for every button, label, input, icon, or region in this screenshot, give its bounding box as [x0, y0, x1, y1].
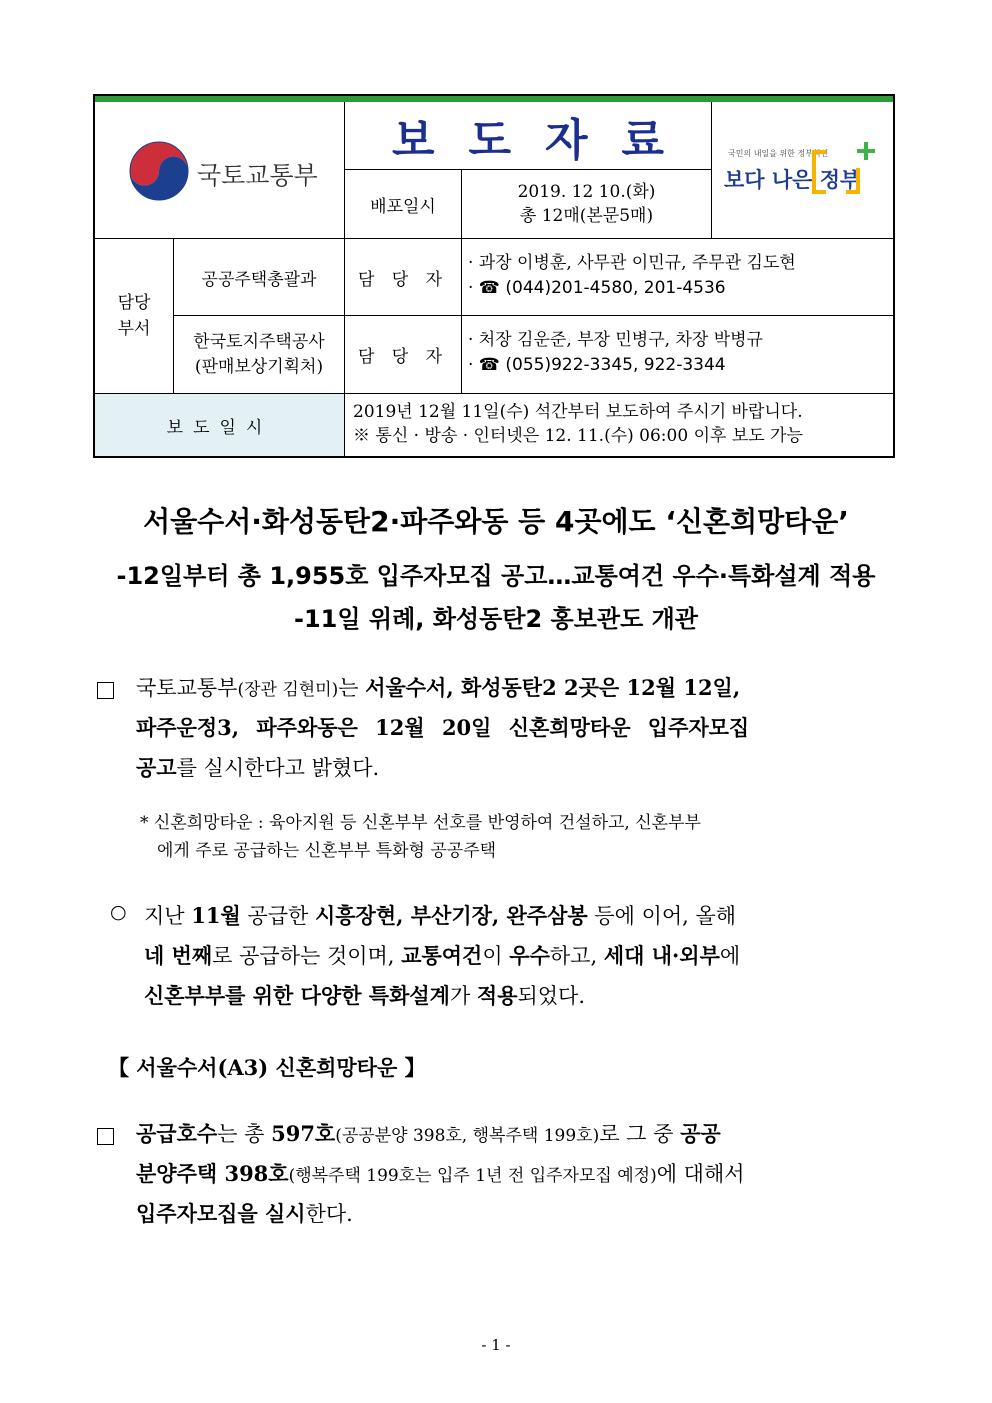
section-heading: 【 서울수서(A3) 신혼희망타운 】	[108, 1055, 426, 1080]
role-label-2: 담 당 자	[345, 316, 462, 394]
p2-transport: 교통여건	[401, 943, 483, 968]
p1-line2: 파주운정3, 파주와동은 12월 20일 신혼희망타운 입주자모집	[136, 715, 750, 740]
distribution-label: 배포일시	[345, 170, 462, 239]
p3-line2	[136, 1158, 745, 1188]
p2-line1	[144, 900, 736, 930]
p2-fourth: 네 번째	[144, 943, 213, 968]
p3-recruit: 입주자모집을 실시	[136, 1201, 306, 1226]
p2-bullet: ○	[110, 901, 127, 923]
govt-slogan-bracket-icon	[806, 138, 880, 202]
p3-public: 공공	[680, 1121, 721, 1146]
p2-applied: 적용	[476, 983, 518, 1008]
p1-ending: 를 실시한다고 밝혔다.	[176, 756, 380, 780]
sub-headline-1: -12일부터 총 1,955호 입주자모집 공고…교통여건 우수·특화설계 적용	[116, 562, 876, 590]
p2-line2	[144, 940, 740, 970]
p3-text-e: 로 그 중	[599, 1122, 681, 1146]
p3-text-c: 에 대해서	[656, 1162, 745, 1186]
p1-minister: (장관 김현미)	[237, 680, 339, 700]
p2-text-f: 하고,	[549, 944, 604, 968]
paragraph-box-marker	[97, 682, 114, 699]
org1-contact-phone: · ☎ (044)201-4580, 201-4536	[468, 278, 726, 298]
dept-label	[95, 239, 174, 394]
p1-line3	[136, 752, 379, 782]
p1-particle: 는	[338, 676, 366, 700]
p2-excellent: 우수	[509, 943, 550, 968]
govt-logo-cell	[712, 102, 893, 239]
distribution-pages: 총 12매(본문5매)	[519, 206, 654, 226]
org2-line1: 한국토지주택공사	[193, 331, 325, 352]
release-line2: ※ 통신 · 방송 · 인터넷은 12. 11.(수) 06:00 이후 보도 가능	[353, 426, 803, 446]
p1-sites-a: 서울수서, 화성동탄2 2곳은 12월 12일,	[365, 675, 741, 700]
paragraph-box-marker-2	[97, 1128, 114, 1145]
p2-text-l3b: 가	[449, 984, 477, 1008]
distribution-info	[462, 170, 712, 239]
ministry-logo-text: 국토교통부	[197, 161, 318, 190]
p2-text-d: 이	[482, 944, 510, 968]
p2-text-l3d: 되었다.	[517, 984, 586, 1008]
dept-label-line2: 부서	[117, 319, 151, 339]
sub-headline-2: -11일 위례, 화성동탄2 홍보관도 개관	[294, 605, 698, 633]
p2-text-a: 지난	[144, 904, 192, 928]
org2-contact-phone: · ☎ (055)922-3345, 922-3344	[468, 355, 726, 375]
distribution-date: 2019. 12 10.(화)	[517, 182, 656, 202]
p3-supply: 공급호수	[136, 1121, 218, 1146]
release-label: 보도일시	[95, 394, 345, 456]
footnote-line2: 에게 주로 공급하는 신혼부부 특화형 공공주택	[157, 841, 497, 861]
dept-label-line1: 담당	[117, 293, 151, 313]
doc-title: 보도자료	[391, 114, 698, 166]
org2-line2: (판매보상기획처)	[194, 356, 324, 377]
org2-contact-names: · 처장 김운준, 부장 민병구, 차장 박병규	[468, 330, 763, 350]
p1-line1	[136, 672, 896, 702]
p3-text-l3b: 한다.	[305, 1202, 353, 1226]
p2-design: 신혼부부를 위한 다양한 특화설계	[144, 983, 450, 1008]
press-release-header	[93, 94, 895, 458]
p2-month: 11월	[191, 903, 241, 928]
org1-contact	[462, 239, 893, 316]
p3-total: 597호	[271, 1121, 336, 1146]
ministry-logo-cell	[95, 102, 345, 239]
p3-text-b: 는 총	[217, 1122, 272, 1146]
p2-line3	[144, 980, 585, 1010]
p1-notice: 공고	[136, 755, 177, 780]
footnote-line1: * 신혼희망타운 : 육아지원 등 신혼부부 선호를 반영하여 건설하고, 신혼부부	[140, 813, 701, 833]
org-name-2	[174, 316, 345, 394]
p2-prior-sites: 시흥장현, 부산기장, 완주삼봉	[314, 903, 588, 928]
page-number: - 1 -	[481, 1336, 511, 1354]
release-line1: 2019년 12월 11일(수) 석간부터 보도하여 주시기 바랍니다.	[353, 402, 803, 422]
p3-line3	[136, 1198, 353, 1228]
p2-text-b: 로 공급하는 것이며,	[212, 944, 402, 968]
p3-breakdown: (공공분양 398호, 행복주택 199호)	[335, 1126, 600, 1146]
release-info	[345, 394, 893, 456]
p2-text-e: 등에 이어, 올해	[587, 904, 737, 928]
main-headline: 서울수서·화성동탄2·파주와동 등 4곳에도 ‘신혼희망타운’	[143, 505, 849, 538]
p2-text-h: 에	[719, 944, 741, 968]
p2-text-c: 공급한	[240, 904, 315, 928]
org1-contact-names: · 과장 이병훈, 사무관 이민규, 주무관 김도현	[468, 253, 796, 273]
p3-line1	[136, 1118, 721, 1148]
doc-title-cell	[345, 102, 712, 170]
role-label-1: 담 당 자	[345, 239, 462, 316]
p3-happy-housing-note: (행복주택 199호는 입주 1년 전 입주자모집 예정)	[288, 1166, 657, 1186]
org-name-1: 공공주택총괄과	[174, 239, 345, 316]
govt-tagline: 국민의 내일을 위한 정부혁신	[728, 149, 829, 158]
p3-sale-units: 분양주택 398호	[136, 1161, 289, 1186]
govt-slogan: 보다 나은 정부	[724, 168, 861, 192]
p1-ministry: 국토교통부	[136, 676, 238, 700]
p2-household: 세대 내·외부	[603, 943, 720, 968]
org2-contact	[462, 316, 893, 394]
ministry-emblem-icon	[128, 140, 190, 202]
